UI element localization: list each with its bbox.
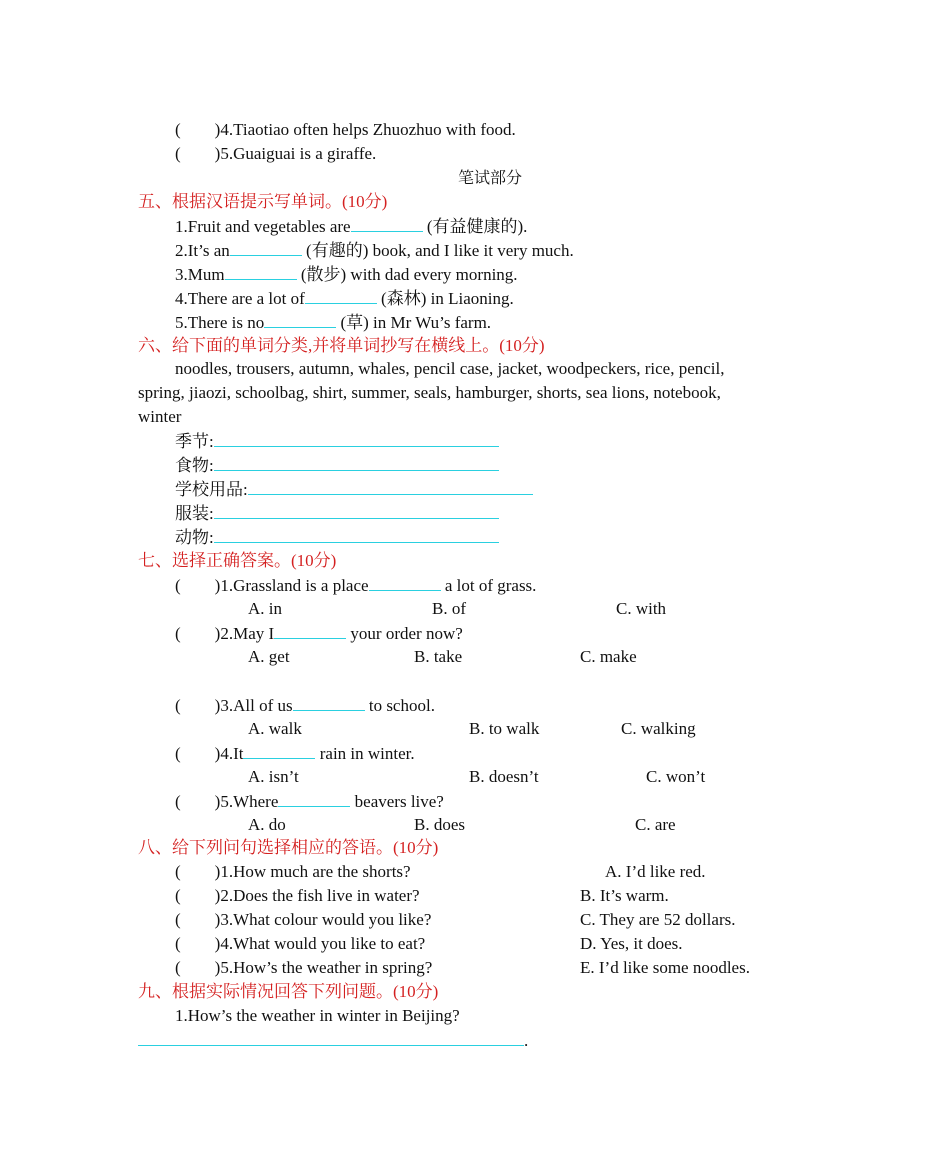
s8-question-1: ( )1.How much are the shorts? [175,862,411,881]
s8-answer-d: D. Yes, it does. [580,934,683,953]
category-blank[interactable] [214,455,499,471]
s7-q5-option-a[interactable]: A. do [248,815,286,834]
answer-blank[interactable] [305,288,377,304]
s5-item-5: 5.There is no (草) in Mr Wu’s farm. [175,313,492,332]
s7-question-1: ( )1.Grassland is a place a lot of grass. [175,576,537,595]
s7-question-5: ( )5.Where beavers live? [175,792,444,811]
s7-q3-option-c[interactable]: C. walking [621,719,696,738]
section7-heading: 七、选择正确答案。(10分) [138,551,337,570]
listening-item-5: ( )5.Guaiguai is a giraffe. [175,144,377,163]
category-seasons: 季节: [175,431,499,452]
s8-question-3: ( )3.What colour would you like? [175,910,432,929]
s7-q5-option-c[interactable]: C. are [635,815,676,834]
s7-q1-option-a[interactable]: A. in [248,599,282,618]
s7-q1-option-b[interactable]: B. of [432,599,466,618]
category-blank[interactable] [248,479,533,495]
s7-q2-option-b[interactable]: B. take [414,647,463,666]
listening-item-4: ( )4.Tiaotiao often helps Zhuozhuo with food. [175,120,516,139]
s7-q5-option-b[interactable]: B. does [414,815,465,834]
category-blank[interactable] [214,527,499,543]
section8-heading: 八、给下列问句选择相应的答语。(10分) [138,838,439,857]
written-part-title: 笔试部分 [458,170,523,187]
category-clothes: 服装: [175,503,499,524]
s8-answer-a: A. I’d like red. [605,862,706,881]
listening-item-5-text: 5.Guaiguai is a giraffe. [220,144,377,163]
answer-blank[interactable] [274,623,346,639]
s8-question-2: ( )2.Does the fish live in water? [175,886,420,905]
s7-q3-option-a[interactable]: A. walk [248,719,302,738]
answer-blank[interactable] [243,743,315,759]
answer-blank[interactable] [278,791,350,807]
s7-q4-option-c[interactable]: C. won’t [646,767,706,786]
section9-heading: 九、根据实际情况回答下列问题。(10分) [138,982,439,1001]
word-list-line-3: winter [138,407,182,426]
answer-blank[interactable] [293,695,365,711]
s5-item-3: 3.Mum (散步) with dad every morning. [175,265,518,284]
s7-question-4: ( )4.It rain in winter. [175,744,415,763]
answer-blank[interactable] [264,312,336,328]
answer-blank[interactable] [351,216,423,232]
s8-question-4: ( )4.What would you like to eat? [175,934,426,953]
category-food: 食物: [175,455,499,476]
word-list-line-1: noodles, trousers, autumn, whales, pencil case, jacket, woodpeckers, rice, pencil, [175,359,725,378]
section5-heading: 五、根据汉语提示写单词。(10分) [138,192,388,211]
category-school-things: 学校用品: [175,479,533,500]
s7-q2-option-a[interactable]: A. get [248,647,290,666]
s8-answer-c: C. They are 52 dollars. [580,910,736,929]
s7-question-3: ( )3.All of us to school. [175,696,435,715]
listening-item-4-text: 4.Tiaotiao often helps Zhuozhuo with food. [220,120,516,139]
s8-answer-e: E. I’d like some noodles. [580,958,750,977]
category-animals: 动物: [175,527,499,548]
answer-blank[interactable] [230,240,302,256]
s7-q2-option-c[interactable]: C. make [580,647,637,666]
answer-blank[interactable] [225,264,297,280]
s7-question-2: ( )2.May I your order now? [175,624,463,643]
category-blank[interactable] [214,503,499,519]
s5-item-2: 2.It’s an (有趣的) book, and I like it very much. [175,241,574,260]
s8-answer-b: B. It’s warm. [580,886,669,905]
s7-q4-option-a[interactable]: A. isn’t [248,767,299,786]
s9-question-1: 1.How’s the weather in winter in Beijing? [175,1006,460,1025]
s5-item-1: 1.Fruit and vegetables are (有益健康的). [175,217,528,236]
s7-q4-option-b[interactable]: B. doesn’t [469,767,539,786]
s5-item-4: 4.There are a lot of (森林) in Liaoning. [175,289,514,308]
section6-heading: 六、给下面的单词分类,并将单词抄写在横线上。(10分) [138,336,545,355]
s8-question-5: ( )5.How’s the weather in spring? [175,958,433,977]
s7-q3-option-b[interactable]: B. to walk [469,719,540,738]
category-blank[interactable] [214,431,499,447]
s9-answer-line: . [138,1030,528,1051]
answer-blank[interactable] [138,1030,524,1046]
word-list-line-2: spring, jiaozi, schoolbag, shirt, summer, seals, hamburger, shorts, sea lions, notebook, [138,383,721,402]
answer-blank[interactable] [369,575,441,591]
s7-q1-option-c[interactable]: C. with [616,599,667,618]
